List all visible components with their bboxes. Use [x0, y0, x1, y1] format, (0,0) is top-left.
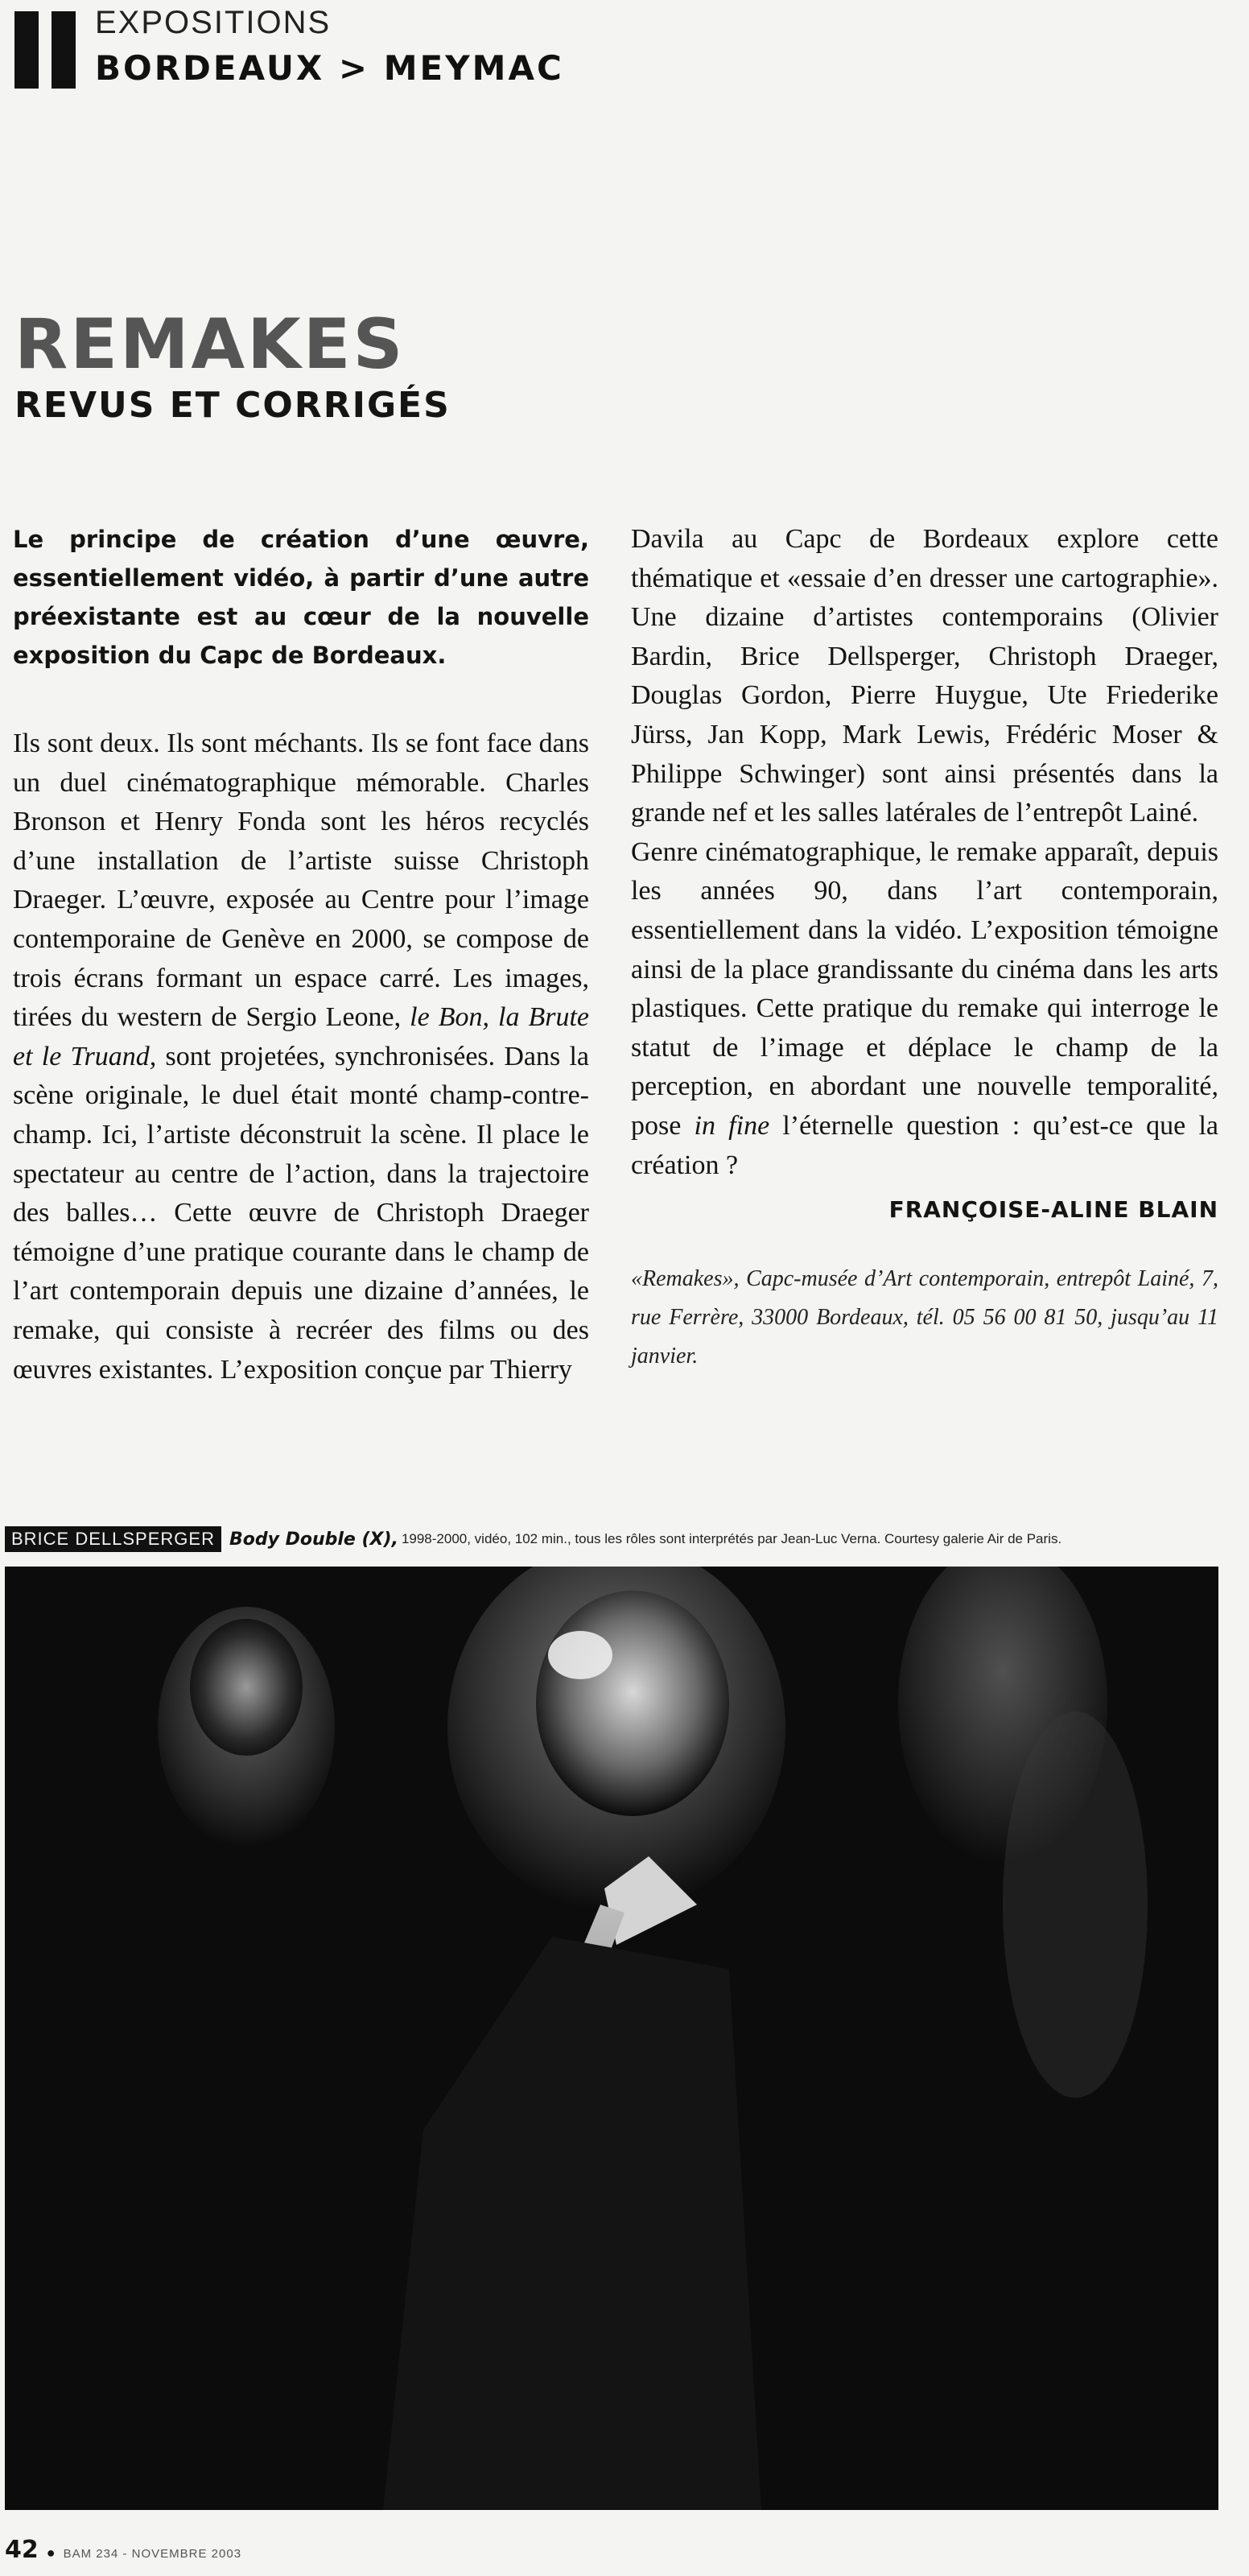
section-route: BORDEAUX > MEYMAC: [95, 48, 564, 88]
article-body-left: [13, 724, 589, 1389]
article-subtitle: REVUS ET CORRIGÉS: [14, 385, 451, 426]
article-lede: Le principe de création d’une œuvre, essentiellement vidéo, à partir d’une autre préexistante est au cœur de la nouvelle exposition du Capc de Bordeaux.: [13, 526, 589, 669]
left-column: [13, 520, 589, 1389]
exhibition-info: «Remakes», Capc-musée d’Art contemporain, entrepôt Lainé, 7, rue Ferrère, 33000 Bordeaux, tél. 05 56 00 81 50, jusqu’au 11 janvier.: [631, 1266, 1218, 1369]
author-signature: FRANÇOISE-ALINE BLAIN: [888, 1196, 1218, 1224]
caption-artist: BRICE DELLSPERGER: [5, 1526, 221, 1552]
photo-caption: [5, 1526, 1061, 1558]
page-number: 42: [5, 2536, 39, 2564]
caption-work-title: Body Double (X),: [229, 1529, 398, 1550]
body-text-segment: sont projetées, synchronisées. Dans la scène originale, le duel était monté champ-contre-champ. Ici, l’artiste déconstruit la scène. Il place le spectateur au centre de l’action, dans la trajectoire des balles… Cette œuvre de Christoph Draeger témoigne d’une pratique courante dans le champ de l’art contemporain depuis une dizaine d’années, le remake, qui consiste à recréer des films ou des œuvres existantes. L’exposition conçue par Thierry: [13, 1041, 590, 1385]
artwork-photo: [5, 1567, 1218, 2510]
in-fine-phrase: in fine: [694, 1110, 770, 1141]
article-title: REMAKES: [14, 304, 406, 385]
film-title: le Bon, la Brute et le Truand,: [13, 1002, 589, 1071]
caption-details: 1998-2000, vidéo, 102 min., tous les rôles sont interprétés par Jean-Luc Verna. Courtesy galerie Air de Paris.: [401, 1531, 1062, 1546]
article-body-right-1: Davila au Capc de Bordeaux explore cette thématique et «essaie d’en dresser une cartographie». Une dizaine d’artistes contemporains (Olivier Bardin, Brice Dellsperger, Christoph Draeger, Douglas Gordon, Pierre Huygue, Ute Friederike Jürss, Jan Kopp, Mark Lewis, Frédéric Moser & Philippe Schwinger) sont ainsi présentés dans la grande nef et les salles latérales de l’entrepôt Lainé.: [631, 524, 1218, 828]
footer-separator: ●: [46, 2545, 56, 2561]
page-footer: [5, 2536, 241, 2564]
body-text-segment: l’éternelle question : qu’est-ce que la création ?: [631, 1110, 1219, 1180]
section-marker: [14, 11, 79, 89]
body-text-segment: Genre cinématographique, le remake apparaît, depuis les années 90, dans l’art contemporain, essentiellement dans la vidéo. L’exposition témoigne ainsi de la place grandissante du cinéma dans les arts plastiques. Cette pratique du remake qui interroge le statut de l’image et déplace le champ de la perception, en abordant une nouvelle temporalité, pose: [631, 836, 1218, 1141]
issue-info: BAM 234 - NOVEMBRE 2003: [63, 2547, 242, 2561]
article-body-right-2: [631, 833, 1218, 1185]
right-column: [631, 520, 1218, 1376]
section-label: EXPOSITIONS: [95, 5, 332, 40]
body-text-segment: Ils sont deux. Ils sont méchants. Ils se font face dans un duel cinématographique mémorable. Charles Bronson et Henry Fonda sont les héros recyclés d’une installation de l’artiste suisse Christoph Draeger. L’œuvre, exposée au Centre pour l’image contemporaine de Genève en 2000, se compose de trois écrans formant un espace carré. Les images, tirées du western de Sergio Leone,: [13, 729, 589, 1033]
photo-illustration: [5, 1567, 1218, 2510]
